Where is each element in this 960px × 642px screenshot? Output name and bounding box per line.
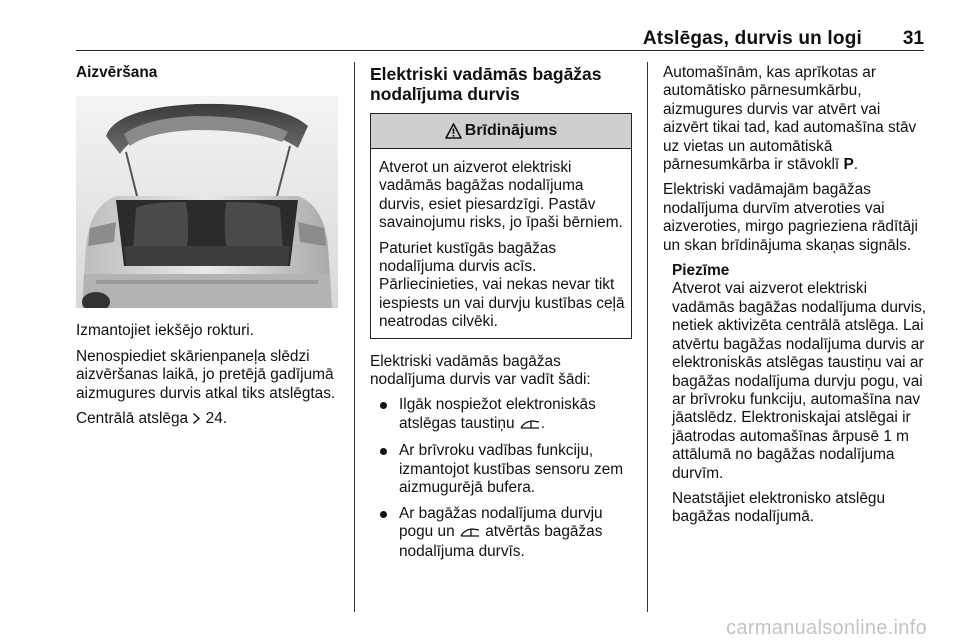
- open-tailgate-illustration: [76, 96, 338, 308]
- column-right: [663, 64, 928, 534]
- paragraph-reference: Centrālā atslēga 24.: [76, 410, 344, 430]
- page-header: [76, 28, 924, 51]
- list-item: Ar brīvroku vadības funkciju, izmantojot kustības sensoru zem aizmugurējā bufera.: [370, 442, 632, 497]
- tailgate-button-icon: [459, 525, 481, 543]
- warning-header: [371, 114, 631, 149]
- warning-triangle-icon: [445, 123, 462, 139]
- warning-paragraph: Atverot un aizverot elektriski vadāmās bagāžas nodalījuma durvis, esiet piesardzīgi. Pastāv savainojumu risks, jo īpaši bērniem.: [379, 159, 623, 232]
- tailgate-photo: [76, 96, 338, 308]
- list-item: Ar bagāžas nodalījuma durvju pogu un atvērtās bagāžas nodalījuma durvīs.: [370, 505, 632, 562]
- warning-box: [370, 113, 632, 339]
- warning-body: [371, 149, 631, 338]
- page-reference-link[interactable]: 24.: [205, 410, 228, 428]
- section-title: Aizvēršana: [76, 64, 158, 81]
- note-title: Piezīme: [672, 262, 730, 280]
- column-divider: [354, 62, 355, 612]
- paragraph: Nenospiediet skārienpaneļa slēdzi aizvēršanas laikā, jo pretējā gadījumā aizmugures durvis atkal tiks atslēgtas.: [76, 347, 336, 402]
- bullet-list: [370, 396, 632, 561]
- note-block: [663, 262, 928, 527]
- section-heading: Elektriski vadāmās bagāžas nodalījuma durvis: [370, 64, 602, 104]
- tailgate-key-button-icon: [519, 417, 541, 435]
- watermark: carmanualsonline.info: [726, 617, 927, 639]
- page-number: 31: [902, 28, 924, 49]
- column-divider: [647, 62, 648, 612]
- note-text: Atverot vai aizverot elektriski vadāmās bagāžas nodalījuma durvis, netiek aktivizēta centrālā atslēga. Lai atvērtu bagāžas nodalījuma durvis ar elektroniskās atslēgas taustiņu vai ar bagāžas nodalījuma durvju pogu, vai ar brīvroku funkciju, automašīna nav jāatslēdz. Elektroniskajai atslēgai ir jāatrodas automašīnas ārpusē 1 m attālumā no bagāžas nodalījuma durvīm.: [672, 280, 927, 482]
- paragraph: Neatstājiet elektronisko atslēgu bagāžas nodalījumā.: [672, 489, 886, 526]
- warning-title: Brīdinājums: [464, 121, 558, 139]
- warning-paragraph: Paturiet kustīgās bagāžas nodalījuma durvis acīs. Pārliecinieties, vai nekas nevar tikt iespiests un vai durvju kustības ceļā neatrodas cilvēki.: [379, 239, 625, 331]
- column-left: [76, 64, 344, 437]
- page-reference-arrow-icon: [192, 412, 201, 430]
- list-item: Ilgāk nospiežot elektroniskās atslēgas taustiņu .: [370, 396, 632, 435]
- chapter-title: Atslēgas, durvis un logi: [642, 28, 862, 49]
- paragraph: Izmantojiet iekšējo rokturi.: [76, 322, 254, 340]
- paragraph: Automašīnām, kas aprīkotas ar automātisko pārnesumkārbu, aizmugures durvis var atvērt vai aizvērt tikai tad, kad automašīna stāv uz vietas un automātiskā pārnesumkārba ir stāvoklī P.: [663, 64, 917, 174]
- column-middle: [370, 64, 632, 569]
- paragraph: Elektriski vadāmajām bagāžas nodalījuma durvīm atveroties vai aizveroties, mirgo pagrieziena rādītāji un skan brīdinājuma skaņas signāls.: [663, 181, 918, 254]
- paragraph: Elektriski vadāmās bagāžas nodalījuma durvis var vadīt šādi:: [370, 352, 591, 389]
